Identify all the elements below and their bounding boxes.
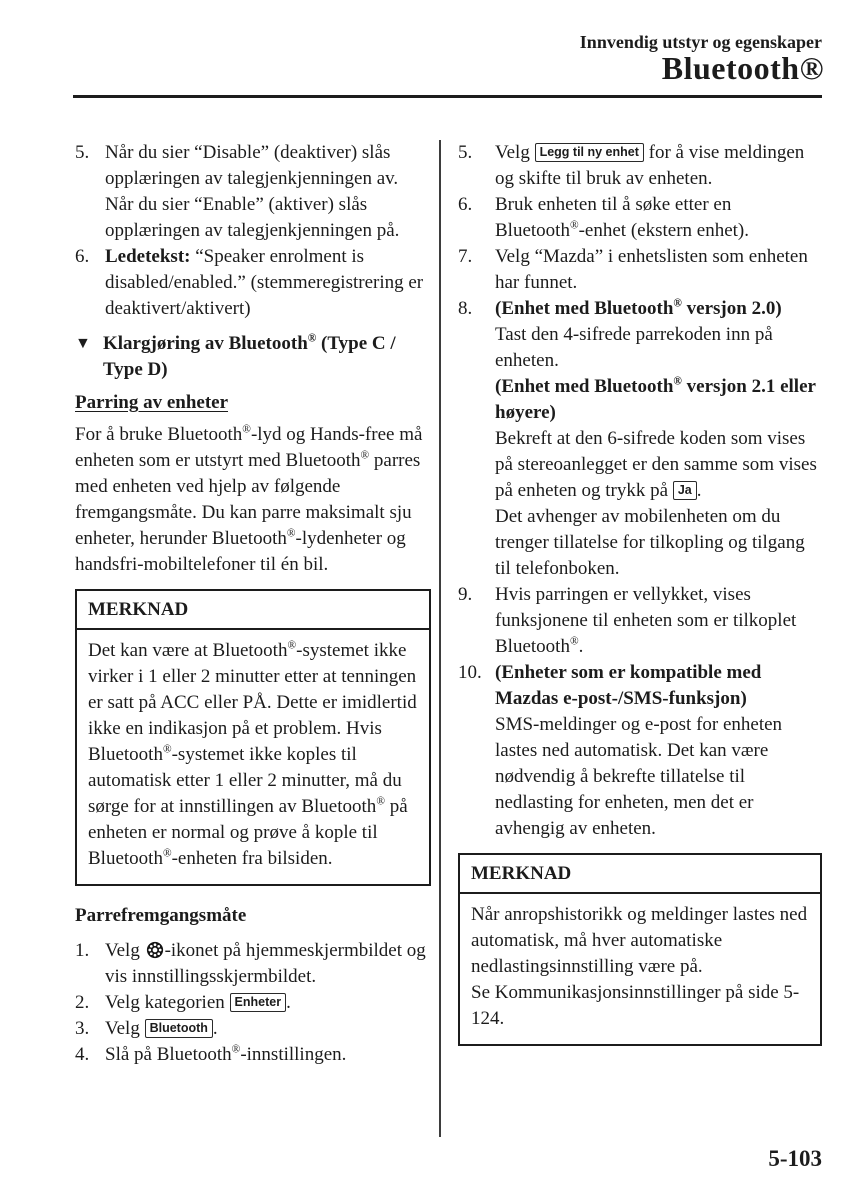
step-number: 2. bbox=[75, 992, 90, 1013]
step-text-pre: Velg bbox=[495, 142, 535, 163]
bold-lead: Ledetekst: bbox=[105, 246, 191, 267]
list-text-rest: “Speaker enrolment is disabled/enabled.” (stemmeregistrering er deaktivert/aktivert) bbox=[105, 246, 424, 319]
add-new-device-button: Legg til ny enhet bbox=[535, 143, 644, 162]
step-number: 9. bbox=[458, 584, 473, 605]
step-text-post: for å vise meldingen og skifte til bruk av enheten. bbox=[495, 142, 805, 189]
section-kicker: Innvendig utstyr og egenskaper bbox=[579, 32, 822, 52]
step-text bbox=[105, 938, 431, 990]
step-text: Hvis parringen er vellykket, vises funksjonene til enheten som er tilkoplet Bluetooth®. bbox=[495, 584, 797, 657]
section-heading bbox=[75, 331, 431, 383]
step-10 bbox=[458, 660, 822, 842]
procedure-steps bbox=[75, 938, 431, 1068]
step-number: 8. bbox=[458, 298, 473, 319]
header-rule bbox=[73, 95, 822, 98]
list-item-5 bbox=[75, 140, 431, 244]
note-title: MERKNAD bbox=[77, 591, 429, 630]
sub-heading: Parring av enheter bbox=[75, 392, 229, 413]
note-body bbox=[77, 630, 429, 884]
list-number: 6. bbox=[75, 246, 90, 267]
step-3 bbox=[75, 1016, 431, 1042]
step-text bbox=[495, 140, 822, 192]
step-text bbox=[105, 990, 431, 1016]
note-box bbox=[75, 589, 431, 886]
gear-icon bbox=[146, 941, 164, 959]
list-number: 5. bbox=[75, 142, 90, 163]
list-item-6 bbox=[75, 244, 431, 322]
page-number: 5-103 bbox=[768, 1146, 822, 1171]
step-7 bbox=[458, 244, 822, 296]
step-text-part: SMS-meldinger og e-post for enheten lastes ned automatisk. Det kan være nødvendig å bekrefte tillatelse til nedlasting for enheten, men det er avhengig av enheten. bbox=[495, 714, 783, 839]
step-bold-heading: (Enheter som er kompatible med Mazdas e-post-/SMS-funksjon) bbox=[495, 662, 762, 709]
step-number: 5. bbox=[458, 142, 473, 163]
step-text-part bbox=[495, 426, 822, 504]
list-text bbox=[105, 244, 431, 322]
note-paragraph: Se Kommunikasjonsinnstillinger på side 5-124. bbox=[471, 982, 800, 1029]
step-number: 6. bbox=[458, 194, 473, 215]
note-title: MERKNAD bbox=[460, 855, 820, 894]
step-text-post: . bbox=[696, 480, 702, 501]
enheter-button: Enheter bbox=[230, 993, 287, 1012]
step-text bbox=[105, 1016, 431, 1042]
step-text-part: Det avhenger av mobilenheten om du trenger tillatelse for tilkopling og tilgang til telefonboken. bbox=[495, 506, 805, 579]
section-heading-text: Klargjøring av Bluetooth® (Type C / Type D) bbox=[103, 332, 396, 380]
step-text bbox=[495, 296, 822, 582]
step-number: 10. bbox=[458, 662, 482, 683]
step-text-post: -ikonet på hjemmeskjermbildet og vis innstillingsskjermbildet. bbox=[105, 940, 426, 987]
note-box bbox=[458, 853, 822, 1046]
step-text: Velg “Mazda” i enhetslisten som enheten har funnet. bbox=[495, 246, 808, 293]
step-number: 3. bbox=[75, 1018, 90, 1039]
step-8 bbox=[458, 296, 822, 582]
step-4 bbox=[75, 1042, 431, 1068]
note-body bbox=[460, 894, 820, 1044]
step-text-pre: Bekreft at den 6-sifrede koden som vises på stereoanlegget er den samme som vises på enheten og trykk på bbox=[495, 428, 817, 501]
step-2 bbox=[75, 990, 431, 1016]
step-text-pre: Velg kategorien bbox=[105, 992, 230, 1013]
step-5 bbox=[458, 140, 822, 192]
intro-paragraph: For å bruke Bluetooth®-lyd og Hands-free må enheten som er utstyrt med Bluetooth® parres med enheten ved hjelp av følgende fremgangsmåte. Du kan parre maksimalt sju enheter, herunder Bluetooth®-lydenheter og handsfri-mobiltelefoner til én bil. bbox=[75, 423, 423, 575]
column-divider bbox=[439, 140, 441, 1137]
bluetooth-button: Bluetooth bbox=[145, 1019, 213, 1038]
procedure-heading: Parrefremgangsmåte bbox=[75, 905, 247, 926]
step-9 bbox=[458, 582, 822, 660]
note-paragraph: Det kan være at Bluetooth®-systemet ikke virker i 1 eller 2 minutter etter at tenningen er satt på ACC eller PÅ. Dette er imidlertid ikke en indikasjon på et problem. Hvis Bluetooth®-systemet ikke koples til automatisk etter 1 eller 2 minutter, må du sørge for at innstillingen av Bluetooth® på enheten er normal og prøve å kople til Bluetooth®-enheten fra bilsiden. bbox=[88, 639, 417, 869]
step-text: Slå på Bluetooth®-innstillingen. bbox=[105, 1043, 347, 1065]
left-column bbox=[75, 140, 431, 1068]
step-text-pre: Velg bbox=[105, 1018, 145, 1039]
step-text-pre: Velg bbox=[105, 940, 145, 961]
page-title: Bluetooth® bbox=[661, 50, 824, 86]
step-text: Bruk enheten til å søke etter en Bluetooth®-enhet (ekstern enhet). bbox=[495, 194, 749, 241]
step-bold-heading: (Enhet med Bluetooth® versjon 2.1 eller høyere) bbox=[495, 375, 816, 423]
step-text-post: . bbox=[286, 992, 291, 1013]
note-paragraph: Når anropshistorikk og meldinger lastes ned automatisk, må hver automatiske nedlastingsinnstilling være på. bbox=[471, 904, 808, 977]
step-text bbox=[495, 660, 822, 842]
right-column bbox=[458, 140, 822, 1046]
step-text-post: . bbox=[212, 1018, 218, 1039]
list-text: Når du sier “Disable” (deaktiver) slås opplæringen av talegjenkjenningen av. Når du sier “Enable” (aktiver) slås opplæringen av talegjenkjenningen på. bbox=[105, 142, 400, 241]
step-number: 1. bbox=[75, 940, 90, 961]
step-number: 4. bbox=[75, 1044, 90, 1065]
step-bold-heading: (Enhet med Bluetooth® versjon 2.0) bbox=[495, 297, 782, 319]
ja-button: Ja bbox=[673, 481, 697, 500]
step-1 bbox=[75, 938, 431, 990]
step-number: 7. bbox=[458, 246, 473, 267]
step-text-part: Tast den 4-sifrede parrekoden inn på enheten. bbox=[495, 324, 773, 371]
step-6 bbox=[458, 192, 822, 244]
triangle-down-icon: ▼ bbox=[75, 335, 91, 352]
